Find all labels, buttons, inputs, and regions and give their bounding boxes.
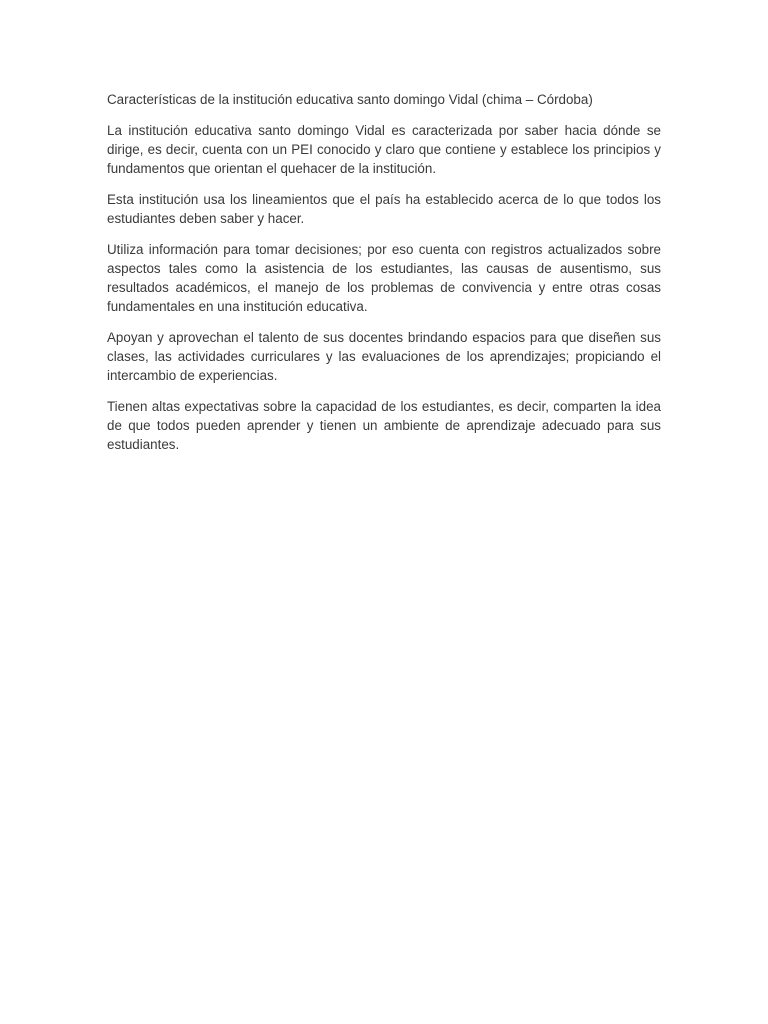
paragraph: Tienen altas expectativas sobre la capacidad de los estudiantes, es decir, comparten la idea de que todos pueden aprender y tienen un ambiente de aprendizaje adecuado para sus estudiantes. bbox=[107, 399, 661, 452]
paragraph: Esta institución usa los lineamientos que el país ha establecido acerca de lo que todos los estudiantes deben saber y hacer. bbox=[107, 192, 661, 226]
paragraph: Apoyan y aprovechan el talento de sus docentes brindando espacios para que diseñen sus clases, las actividades curriculares y las evaluaciones de los aprendizajes; propiciando el intercambio de experiencias. bbox=[107, 330, 661, 383]
paragraph: La institución educativa santo domingo Vidal es caracterizada por saber hacia dónde se dirige, es decir, cuenta con un PEI conocido y claro que contiene y establece los principios y fundamentos que orientan el quehacer de la institución. bbox=[107, 123, 661, 176]
document-body bbox=[107, 90, 661, 466]
document-title: Características de la institución educativa santo domingo Vidal (chima – Córdoba) bbox=[107, 92, 593, 107]
paragraph: Utiliza información para tomar decisiones; por eso cuenta con registros actualizados sobre aspectos tales como la asistencia de los estudiantes, las causas de ausentismo, sus resultados académicos, el manejo de los problemas de convivencia y entre otras cosas fundamentales en una institución educativa. bbox=[107, 242, 661, 314]
